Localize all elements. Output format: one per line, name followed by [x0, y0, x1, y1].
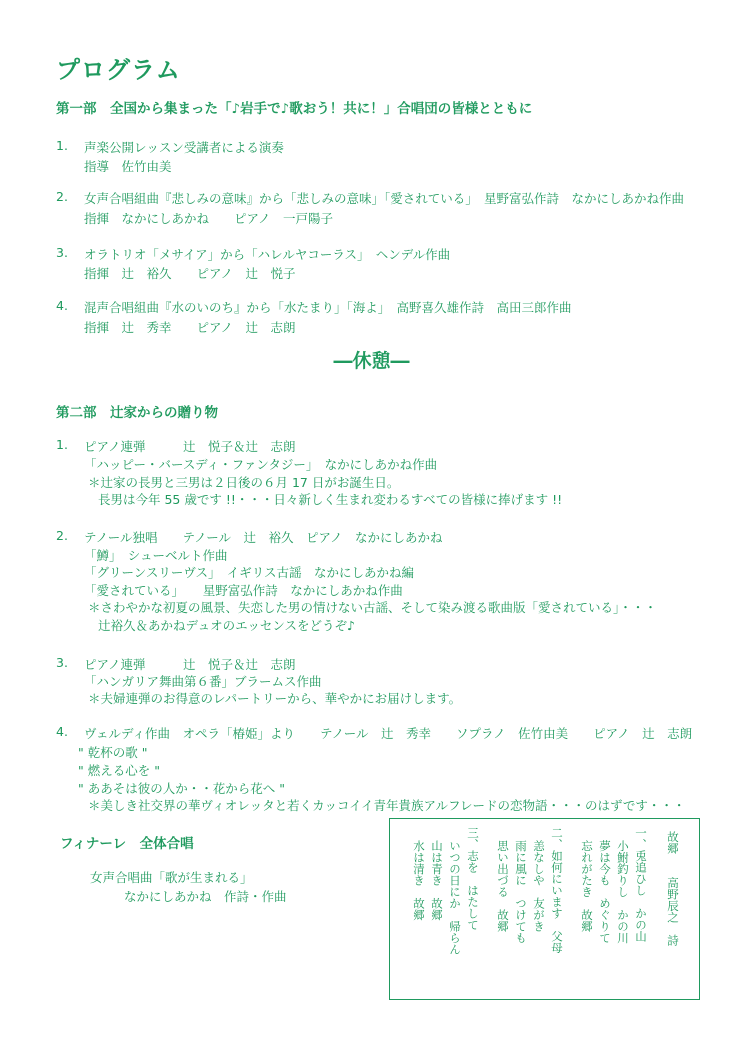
part2-item1-title: ピアノ連弾 辻 悦子＆辻 志朗 [84, 439, 296, 454]
poem-line: 一、兎追ひし かの山 [634, 827, 648, 942]
part1-item3-title: オラトリオ「メサイア」から「ハレルヤコーラス」 ヘンデル作曲 [84, 247, 451, 262]
part2-item3-number: 3. [56, 655, 68, 670]
poem-line: 思い出づる 故郷 [496, 840, 510, 932]
poem-line: 恙なしや 友がき [532, 840, 546, 932]
page-title: プログラム [56, 56, 181, 84]
finale-credits: なかにしあかね 作詩・作曲 [124, 889, 287, 904]
finale-piece: 女声合唱曲「歌が生まれる」 [90, 870, 253, 885]
part1-item4-number: 4. [56, 298, 68, 313]
part1-item1-title: 声楽公開レッスン受講者による演奏 [84, 140, 284, 155]
part1-item2-number: 2. [56, 189, 68, 204]
finale-heading: フィナーレ 全体合唱 [60, 836, 194, 852]
part2-item1-note-cont: 長男は今年 55 歳です !!・・・日々新しく生まれ変わるすべての皆様に捧げます !! [98, 492, 563, 507]
part1-item1-number: 1. [56, 138, 68, 153]
part2-heading: 第二部 辻家からの贈り物 [56, 405, 218, 421]
poem-line: 小鮒釣りし かの川 [616, 840, 630, 944]
poem-line: 雨に風に つけても [514, 840, 528, 944]
part2-item2-piece3: 「愛されている」 星野富弘作詩 なかにしあかね作曲 [84, 583, 403, 598]
part2-item1-number: 1. [56, 437, 68, 452]
part1-item1-credits: 指導 佐竹由美 [84, 159, 172, 174]
part2-item1-piece: 「ハッピー・バースディ・ファンタジー」 なかにしあかね作曲 [84, 457, 438, 472]
part1-item4-credits: 指揮 辻 秀幸 ピアノ 辻 志朗 [84, 320, 296, 335]
part1-item3-credits: 指揮 辻 裕久 ピアノ 辻 悦子 [84, 266, 296, 281]
part1-item3-number: 3. [56, 245, 68, 260]
part2-item3-title: ピアノ連弾 辻 悦子＆辻 志朗 [84, 657, 296, 672]
part1-item4-title: 混声合唱組曲『水のいのち』から「水たまり」「海よ」 高野喜久雄作詩 高田三郎作曲 [84, 300, 572, 315]
poem-line: 忘れがたき 故郷 [580, 840, 594, 932]
poem-line: 山は青き 故郷 [430, 840, 444, 921]
poem-title: 故郷 高野辰之 詩 [666, 831, 680, 946]
part2-item2-piece2: 「グリーンスリーヴス」 イギリス古謡 なかにしあかね編 [84, 565, 415, 580]
intermission-label: ―休憩― [333, 350, 410, 372]
part2-item4-number: 4. [56, 724, 68, 739]
part2-item1-note: ＊辻家の長男と三男は２日後の６月 17 日がお誕生日。 [88, 475, 400, 490]
part2-item3-note: ＊夫婦連弾のお得意のレパートリーから、華やかにお届けします。 [88, 691, 462, 706]
part1-item2-title: 女声合唱組曲『悲しみの意味』から「悲しみの意味」「愛されている」 星野富弘作詩 なかにしあかね作曲 [84, 191, 685, 206]
part1-item2-credits: 指揮 なかにしあかね ピアノ 一戸陽子 [84, 211, 334, 226]
part2-item4-piece3: " ああそは彼の人か・・花から花へ " [78, 781, 285, 796]
poem-line: 二、如何にいます 父母 [550, 827, 564, 954]
poem-line: 三、志を はたして [466, 827, 480, 931]
part2-item4-title: ヴェルディ作曲 オペラ「椿姫」より テノール 辻 秀幸 ソプラノ 佐竹由美 ピアノ 辻 志朗 [84, 726, 693, 741]
poem-line: 夢は今も めぐりて [598, 840, 612, 944]
part2-item2-note: ＊さわやかな初夏の風景、失恋した男の情けない古謡、そして染み渡る歌曲版「愛されている」・・・ [88, 600, 657, 615]
poem-line: いつの日にか 帰らん [448, 840, 462, 955]
part2-item2-title: テノール独唱 テノール 辻 裕久 ピアノ なかにしあかね [84, 530, 443, 545]
part2-item2-number: 2. [56, 528, 68, 543]
part1-heading: 第一部 全国から集まった「♪岩手で♪歌おう！共に！」合唱団の皆様とともに [56, 101, 533, 117]
part2-item4-note: ＊美しき社交界の華ヴィオレッタと若くカッコイイ青年貴族アルフレードの恋物語・・・のはずです・・・ [88, 798, 686, 813]
part2-item2-note-cont: 辻裕久＆あかねデュオのエッセンスをどうぞ♪ [98, 618, 355, 633]
furusato-lyrics-box [389, 818, 700, 1000]
part2-item4-piece1: " 乾杯の歌 " [78, 745, 148, 760]
part2-item3-piece: 「ハンガリア舞曲第６番」ブラームス作曲 [84, 674, 322, 689]
poem-line: 水は清き 故郷 [412, 840, 426, 921]
part2-item2-piece1: 「鱒」 シューベルト作曲 [84, 548, 228, 563]
part2-item4-piece2: " 燃える心を " [78, 763, 160, 778]
